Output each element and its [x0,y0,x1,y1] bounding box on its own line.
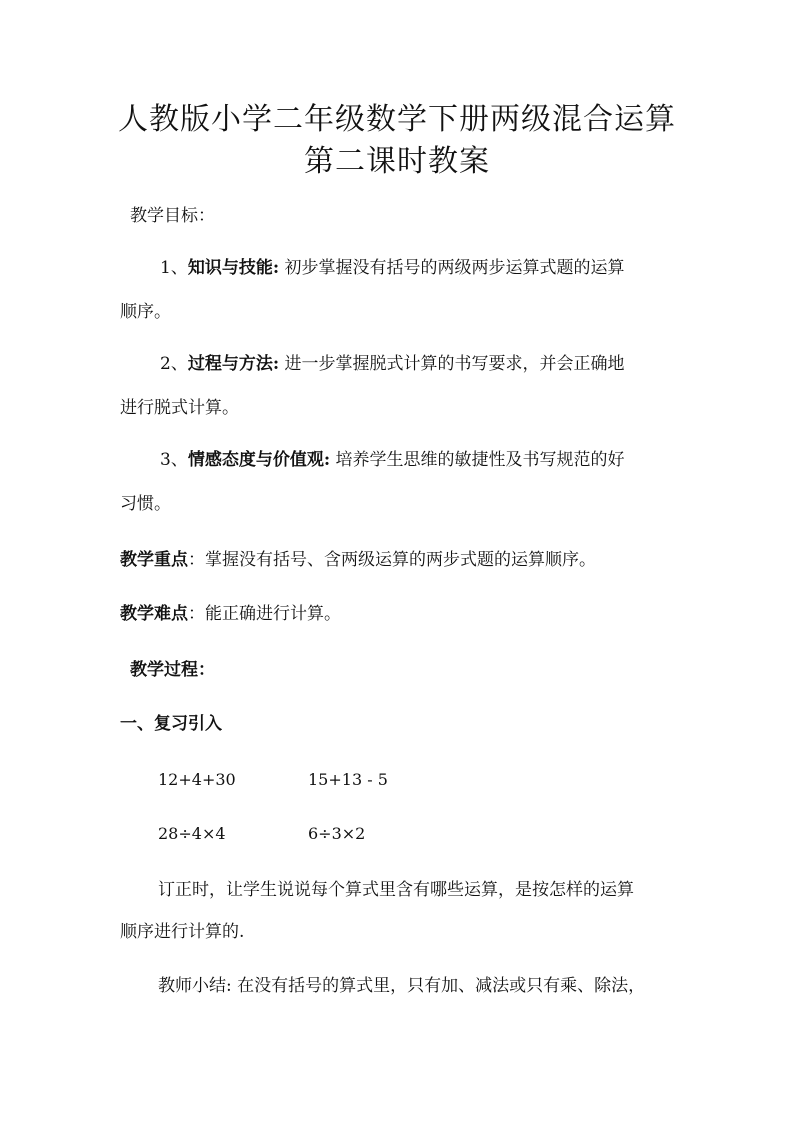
objective-1-text: 初步掌握没有括号的两级两步运算式题的运算 [279,258,625,278]
paragraph-summary-line1: 教师小结: 在没有括号的算式里，只有加、减法或只有乘、除法， [158,976,646,996]
difficulty [120,602,341,626]
objectives-heading: 教学目标： [130,206,215,226]
objective-3-text: 培养学生思维的敏捷性及书写规范的好 [330,450,625,470]
objective-2-line2: 进行脱式计算。 [120,398,239,418]
difficulty-text: ：能正确进行计算。 [188,604,341,624]
difficulty-label: 教学难点 [120,604,188,624]
expression-4: 6÷3×2 [308,824,366,843]
objective-3-line1 [160,448,625,472]
paragraph-correction-line2: 顺序进行计算的. [120,922,245,942]
objective-1-label: 知识与技能: [187,258,280,278]
section-review-intro: 一、复习引入 [120,714,222,734]
document-title-line2: 第二课时教案 [304,144,490,179]
objective-3-line2: 习惯。 [120,494,171,514]
objective-1-number: 1、 [160,258,188,278]
expression-1: 12+4+30 [158,770,236,789]
document-title-line1: 人教版小学二年级数学下册两级混合运算 [118,102,676,137]
objective-3-label: 情感态度与价值观: [187,450,331,470]
expression-2: 15+13 - 5 [308,770,388,789]
objective-2-number: 2、 [160,354,188,374]
paragraph-correction-line1: 订正时，让学生说说每个算式里含有哪些运算，是按怎样的运算 [158,880,634,900]
objective-2-label: 过程与方法: [187,354,280,374]
key-point-text: ：掌握没有括号、含两级运算的两步式题的运算顺序。 [188,550,596,570]
objective-3-number: 3、 [160,450,188,470]
objective-2-line1 [160,352,625,376]
objective-1-line1 [160,256,625,280]
objective-1-line2: 顺序。 [120,302,171,322]
process-heading: 教学过程： [130,660,215,680]
objective-2-text: 进一步掌握脱式计算的书写要求，并会正确地 [279,354,625,374]
expression-3: 28÷4×4 [158,824,226,843]
key-point [120,548,596,572]
key-point-label: 教学重点 [120,550,188,570]
